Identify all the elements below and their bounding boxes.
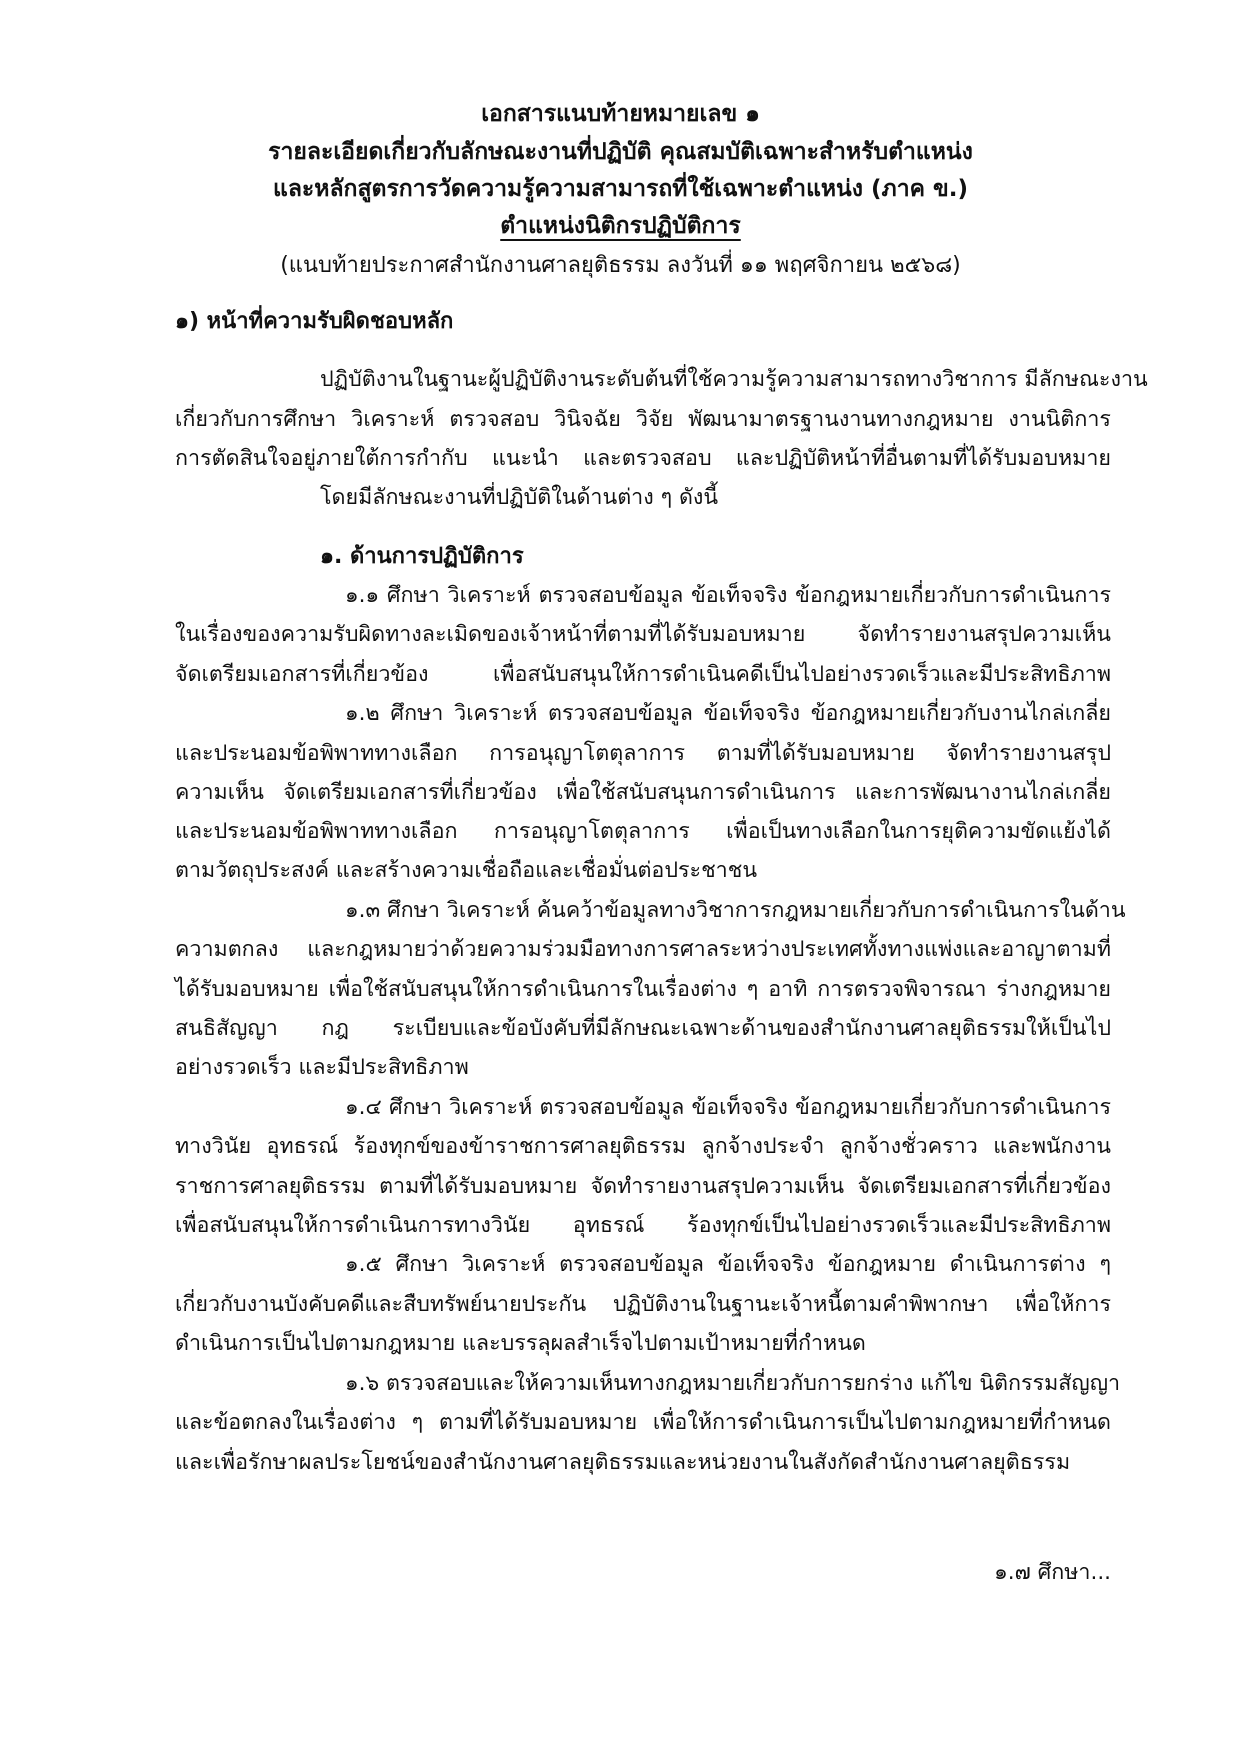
paragraph-line: ๑.๖ ตรวจสอบและให้ความเห็นทางกฎหมายเกี่ยวกับการยกร่าง แก้ไข นิติกรรมสัญญา bbox=[345, 1371, 1121, 1396]
continuation-marker: ๑.๗ ศึกษา... bbox=[994, 1560, 1111, 1585]
paragraph-line: ตามวัตถุประสงค์ และสร้างความเชื่อถือและเชื่อมั่นต่อประชาชน bbox=[175, 858, 758, 883]
paragraph-line: ความตกลง และกฎหมายว่าด้วยความร่วมมือทางการศาลระหว่างประเทศทั้งทางแพ่งและอาญาตามที่ bbox=[175, 937, 1111, 962]
intro-line: การตัดสินใจอยู่ภายใต้การกำกับ แนะนำ และตรวจสอบ และปฏิบัติหน้าที่อื่นตามที่ได้รับมอบหมาย bbox=[175, 446, 1111, 471]
subsection-heading: ๑. ด้านการปฏิบัติการ bbox=[320, 544, 524, 569]
paragraph-line: สนธิสัญญา กฎ ระเบียบและข้อบังคับที่มีลักษณะเฉพาะด้านของสำนักงานศาลยุติธรรมให้เป็นไป bbox=[175, 1016, 1111, 1041]
intro-line: เกี่ยวกับการศึกษา วิเคราะห์ ตรวจสอบ วินิจฉัย วิจัย พัฒนามาตรฐานงานทางกฎหมาย งานนิติการ bbox=[175, 407, 1111, 432]
intro-line: ปฏิบัติงานในฐานะผู้ปฏิบัติงานระดับต้นที่ใช้ความรู้ความสามารถทางวิชาการ มีลักษณะงาน bbox=[320, 367, 1148, 392]
paragraph-line: ดำเนินการเป็นไปตามกฎหมาย และบรรลุผลสำเร็จไปตามเป้าหมายที่กำหนด bbox=[175, 1331, 866, 1356]
paragraph-line: อย่างรวดเร็ว และมีประสิทธิภาพ bbox=[175, 1055, 469, 1080]
paragraph-line: และเพื่อรักษาผลประโยชน์ของสำนักงานศาลยุติธรรมและหน่วยงานในสังกัดสำนักงานศาลยุติธรรม bbox=[175, 1450, 1071, 1475]
paragraph-line: ๑.๓ ศึกษา วิเคราะห์ ค้นคว้าข้อมูลทางวิชาการกฎหมายเกี่ยวกับการดำเนินการในด้าน bbox=[345, 898, 1126, 923]
intro-line: โดยมีลักษณะงานที่ปฏิบัติในด้านต่าง ๆ ดังนี้ bbox=[320, 485, 719, 510]
paragraph-line: ทางวินัย อุทธรณ์ ร้องทุกข์ของข้าราชการศาลยุติธรรม ลูกจ้างประจำ ลูกจ้างชั่วคราว และพนักงาน bbox=[175, 1134, 1111, 1159]
paragraph-line: ๑.๑ ศึกษา วิเคราะห์ ตรวจสอบข้อมูล ข้อเท็จจริง ข้อกฎหมายเกี่ยวกับการดำเนินการ bbox=[345, 583, 1111, 608]
paragraph-line: ๑.๕ ศึกษา วิเคราะห์ ตรวจสอบข้อมูล ข้อเท็จจริง ข้อกฎหมาย ดำเนินการต่าง ๆ bbox=[345, 1252, 1111, 1277]
paragraph-line: ความเห็น จัดเตรียมเอกสารที่เกี่ยวข้อง เพื่อใช้สนับสนุนการดำเนินการ และการพัฒนางานไกล่เกลี่ย bbox=[175, 780, 1111, 805]
paragraph-line: ในเรื่องของความรับผิดทางละเมิดของเจ้าหน้าที่ตามที่ได้รับมอบหมาย จัดทำรายงานสรุปความเห็น bbox=[175, 622, 1111, 647]
attachment-title: เอกสารแนบท้ายหมายเลข ๑ bbox=[481, 101, 760, 127]
paragraph-line: ราชการศาลยุติธรรม ตามที่ได้รับมอบหมาย จัดทำรายงานสรุปความเห็น จัดเตรียมเอกสารที่เกี่ยวข้อง bbox=[175, 1174, 1111, 1199]
details-title: รายละเอียดเกี่ยวกับลักษณะงานที่ปฏิบัติ คุณสมบัติเฉพาะสำหรับตำแหน่ง bbox=[268, 139, 973, 165]
paragraph-line: และประนอมข้อพิพาททางเลือก การอนุญาโตตุลาการ เพื่อเป็นทางเลือกในการยุติความขัดแย้งได้ bbox=[175, 819, 1111, 844]
paragraph-line: ๑.๔ ศึกษา วิเคราะห์ ตรวจสอบข้อมูล ข้อเท็จจริง ข้อกฎหมายเกี่ยวกับการดำเนินการ bbox=[345, 1095, 1111, 1120]
paragraph-line: เกี่ยวกับงานบังคับคดีและสืบทรัพย์นายประกัน ปฏิบัติงานในฐานะเจ้าหนี้ตามคำพิพากษา เพื่อให้การ bbox=[175, 1292, 1111, 1317]
paragraph-line: และประนอมข้อพิพาททางเลือก การอนุญาโตตุลาการ ตามที่ได้รับมอบหมาย จัดทำรายงานสรุป bbox=[175, 741, 1111, 766]
paragraph-line: เพื่อสนับสนุนให้การดำเนินการทางวินัย อุทธรณ์ ร้องทุกข์เป็นไปอย่างรวดเร็วและมีประสิทธิภาพ bbox=[175, 1213, 1111, 1238]
paragraph-line: จัดเตรียมเอกสารที่เกี่ยวข้อง เพื่อสนับสนุนให้การดำเนินคดีเป็นไปอย่างรวดเร็วและมีประสิทธิภาพ bbox=[175, 662, 1111, 687]
paragraph-line: ๑.๒ ศึกษา วิเคราะห์ ตรวจสอบข้อมูล ข้อเท็จจริง ข้อกฎหมายเกี่ยวกับงานไกล่เกลี่ย bbox=[345, 701, 1111, 726]
curriculum-title: และหลักสูตรการวัดความรู้ความสามารถที่ใช้เฉพาะตำแหน่ง (ภาค ข.) bbox=[273, 176, 968, 202]
announcement-date: (แนบท้ายประกาศสำนักงานศาลยุติธรรม ลงวันที่ ๑๑ พฤศจิกายน ๒๕๖๘) bbox=[280, 253, 961, 278]
paragraph-line: และข้อตกลงในเรื่องต่าง ๆ ตามที่ได้รับมอบหมาย เพื่อให้การดำเนินการเป็นไปตามกฎหมายที่กำหนด bbox=[175, 1410, 1111, 1435]
position-title: ตำแหน่งนิติกรปฏิบัติการ bbox=[500, 213, 741, 239]
paragraph-line: ได้รับมอบหมาย เพื่อใช้สนับสนุนให้การดำเนินการในเรื่องต่าง ๆ อาทิ การตรวจพิจารณา ร่างกฎหมาย bbox=[175, 977, 1111, 1002]
section-heading: ๑) หน้าที่ความรับผิดชอบหลัก bbox=[175, 309, 454, 334]
